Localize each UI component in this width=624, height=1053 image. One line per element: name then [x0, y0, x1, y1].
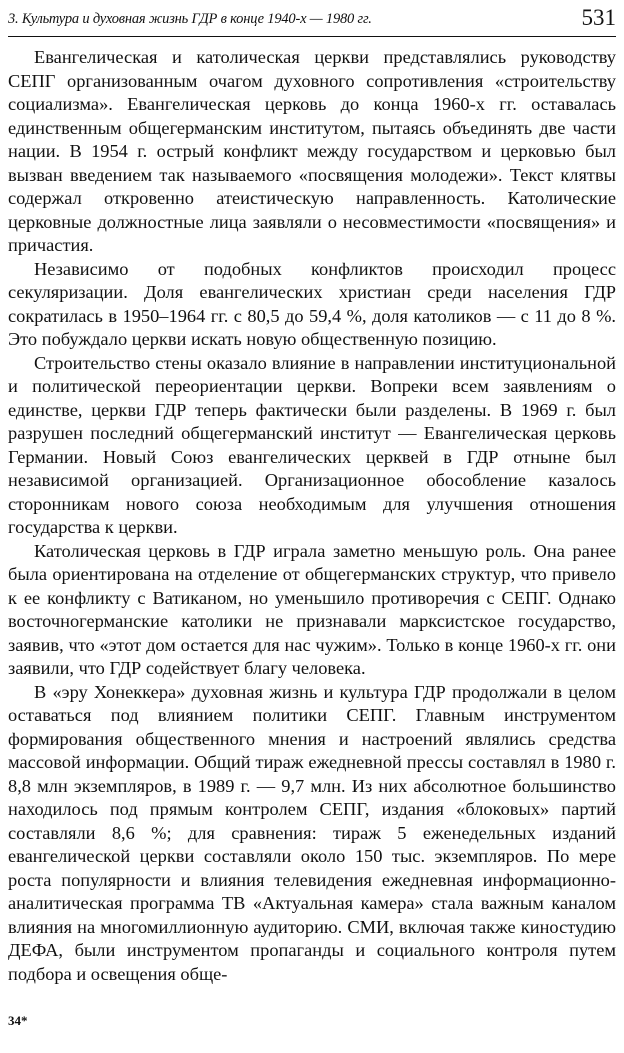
running-header	[8, 2, 616, 37]
paragraph-churches-resistance: Евангелическая и католическая церкви представлялись руководству СЕПГ организованным очагом духовного сопротивления «строительству социализма». Евангелическая церковь до конца 1960-х гг. оставалась единственным общегерманским институтом, пытаясь объединять две части нации. В 1954 г. острый конфликт между государством и церковью был вызван введением так называемого «посвящения молодежи». Текст клятвы содержал откровенно атеистическую направленность. Католические церковные должностные лица заявляли о несовместимости «посвящения» и причастия.	[8, 47, 616, 255]
paragraph-honecker-era-media: В «эру Хонеккера» духовная жизнь и культура ГДР продолжали в целом оставаться под влиянием политики СЕПГ. Главным инструментом формирования общественного мнения и настроений являлись средства массовой информации. Общий тираж ежедневной прессы составлял в 1980 г. 8,8 млн экземпляров, в 1989 г. — 9,7 млн. Из них абсолютное большинство находилось под прямым контролем СЕПГ, издания «блоковых» партий составляли 8,6 %; для сравнения: тираж 5 еженедельных изданий евангелической церкви составляли около 150 тыс. экземпляров. По мере роста популярности и влияния телевидения ежедневная информационно-аналитическая программа ТВ «Актуальная камера» стала важным каналом влияния на многомиллионную аудиторию. СМИ, включая также киностудию ДЕФА, были инструментом пропаганды и социального контроля путем подбора и освещения обще-	[8, 681, 616, 984]
running-title: 3. Культура и духовная жизнь ГДР в конце 1940-х — 1980 гг.	[8, 11, 372, 27]
body-text	[8, 46, 616, 986]
page-number: 531	[581, 5, 616, 30]
paragraph-catholic-church: Католическая церковь в ГДР играла заметно меньшую роль. Она ранее была ориентирована на отделение от общегерманских структур, что привело к ее конфликту с Ватиканом, но уменьшило противоречия с СЕПГ. Однако восточногерманские католики не признавали марксистское государство, заявив, что «этот дом остается для нас чужим». Только в конце 1960-х гг. они заявили, что ГДР содействует благу человека.	[8, 540, 616, 678]
signature-mark: 34*	[8, 1013, 28, 1028]
paragraph-secularization: Независимо от подобных конфликтов происходил процесс секуляризации. Доля евангелических христиан среди населения ГДР сократилась в 1950–1964 гг. с 80,5 до 59,4 %, доля католиков — с 11 до 8 %. Это побуждало церкви искать новую общественную позицию.	[8, 258, 616, 349]
paragraph-wall-reorientation: Строительство стены оказало влияние в направлении институциональной и политической переориентации церкви. Вопреки всем заявлениям о единстве, церкви ГДР теперь фактически были разделены. В 1969 г. был разрушен последний общегерманский институт — Евангелическая церковь Германии. Новый Союз евангелических церквей в ГДР отныне был независимой организацией. Организационное обособление казалось сторонникам нового союза необходимым для улучшения отношения государства к церкви.	[8, 352, 616, 537]
